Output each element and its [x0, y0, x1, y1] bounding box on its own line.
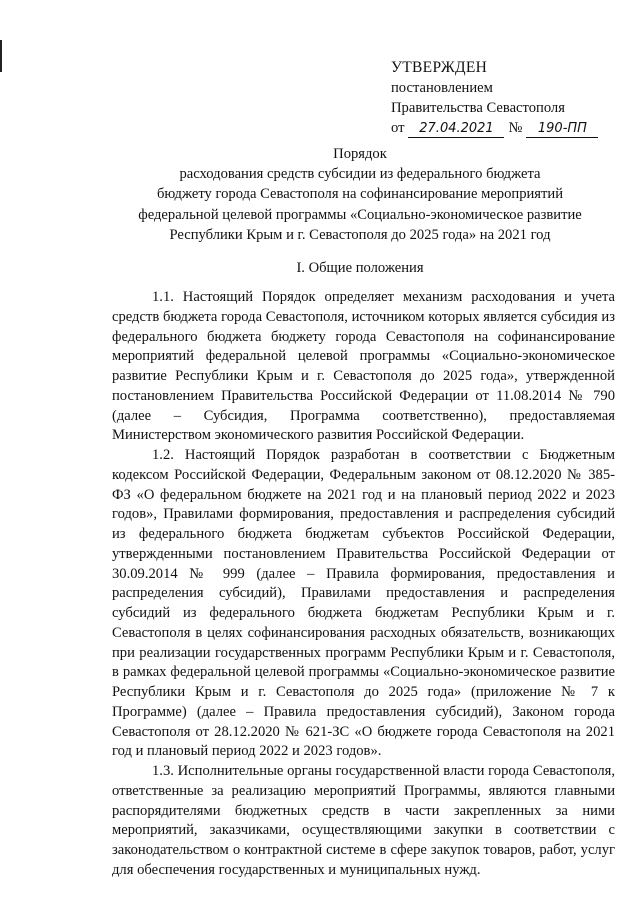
- title-line-4: федеральной целевой программы «Социально-экономическое развитие: [138, 206, 582, 223]
- paragraph-1-1: 1.1. Настоящий Порядок определяет механизм расходования и учета средств бюджета города Севастополя, источником которых является субсидия из федерального бюджета бюджету города Севастополя на софинансирование мероприятий федеральной целевой программы «Социально-экономическое развитие Республики Крым и г. Севастополя до 2025 года», утвержденной постановлением Правительства Российской Федерации от 11.08.2014 № 790 (далее – Субсидия, Программа соответственно), предоставляемая Министерством экономического развития Российской Федерации.: [112, 289, 615, 444]
- title-line-3: бюджету города Севастополя на софинансирование мероприятий: [156, 186, 564, 203]
- approval-stamp: УТВЕРЖДЕН: [391, 59, 488, 76]
- document-title: [112, 144, 608, 245]
- approval-block: [391, 58, 598, 138]
- paragraph-1-2: 1.2. Настоящий Порядок разработан в соответствии с Бюджетным кодексом Российской Федерации, Федеральным законом от 08.12.2020 № 385-ФЗ «О федеральном бюджете на 2021 год и на плановый период 2022 и 2023 годов», Правилами формирования, предоставления и распределения субсидий из федерального бюджета бюджетам субъектов Российской Федерации, утвержденными постановлением Правительства Российской Федерации от 30.09.2014 № 999 (далее – Правила формирования, предоставления и распределения субсидий), Правилами предоставления и распределения субсидий из федерального бюджета бюджетам Республики Крым и г. Севастополя в целях софинансирования расходных обязательств, возникающих при реализации государственных программ Республики Крым и г. Севастополя, в рамках федеральной целевой программы «Социально-экономическое развитие Республики Крым и г. Севастополя до 2025 года» (приложение № 7 к Программе) (далее – Правила предоставления субсидий), Законом города Севастополя от 28.12.2020 № 621-ЗС «О бюджете города Севастополя на 2021 год и плановый период 2022 и 2023 годов».: [112, 447, 615, 760]
- document-body: [112, 288, 615, 881]
- handwritten-number: 190-ПП: [526, 121, 598, 138]
- date-prefix: от: [391, 120, 405, 136]
- title-line-5: Республики Крым и г. Севастополя до 2025 года» на 2021 год: [169, 226, 551, 243]
- approval-signature-line: [391, 118, 598, 138]
- number-prefix: №: [508, 120, 523, 136]
- handwritten-date: 27.04.2021: [408, 121, 504, 138]
- approval-line-1: постановлением: [391, 80, 493, 96]
- title-line-1: Порядок: [333, 146, 387, 162]
- section-heading: I. Общие положения: [296, 260, 424, 276]
- scan-edge-mark: [0, 40, 2, 72]
- approval-line-2: Правительства Севастополя: [391, 100, 565, 116]
- paragraph-1-3: 1.3. Исполнительные органы государственной власти города Севастополя, ответственные за реализацию мероприятий Программы, являются главными распорядителями бюджетных средств в части закрепленных за ними мероприятий, заказчиками, осуществляющими закупки в соответствии с законодательством о контрактной системе в сфере закупок товаров, работ, услуг для обеспечения государственных и муниципальных нужд.: [112, 763, 615, 878]
- title-line-2: расходования средств субсидии из федерального бюджета: [179, 166, 541, 183]
